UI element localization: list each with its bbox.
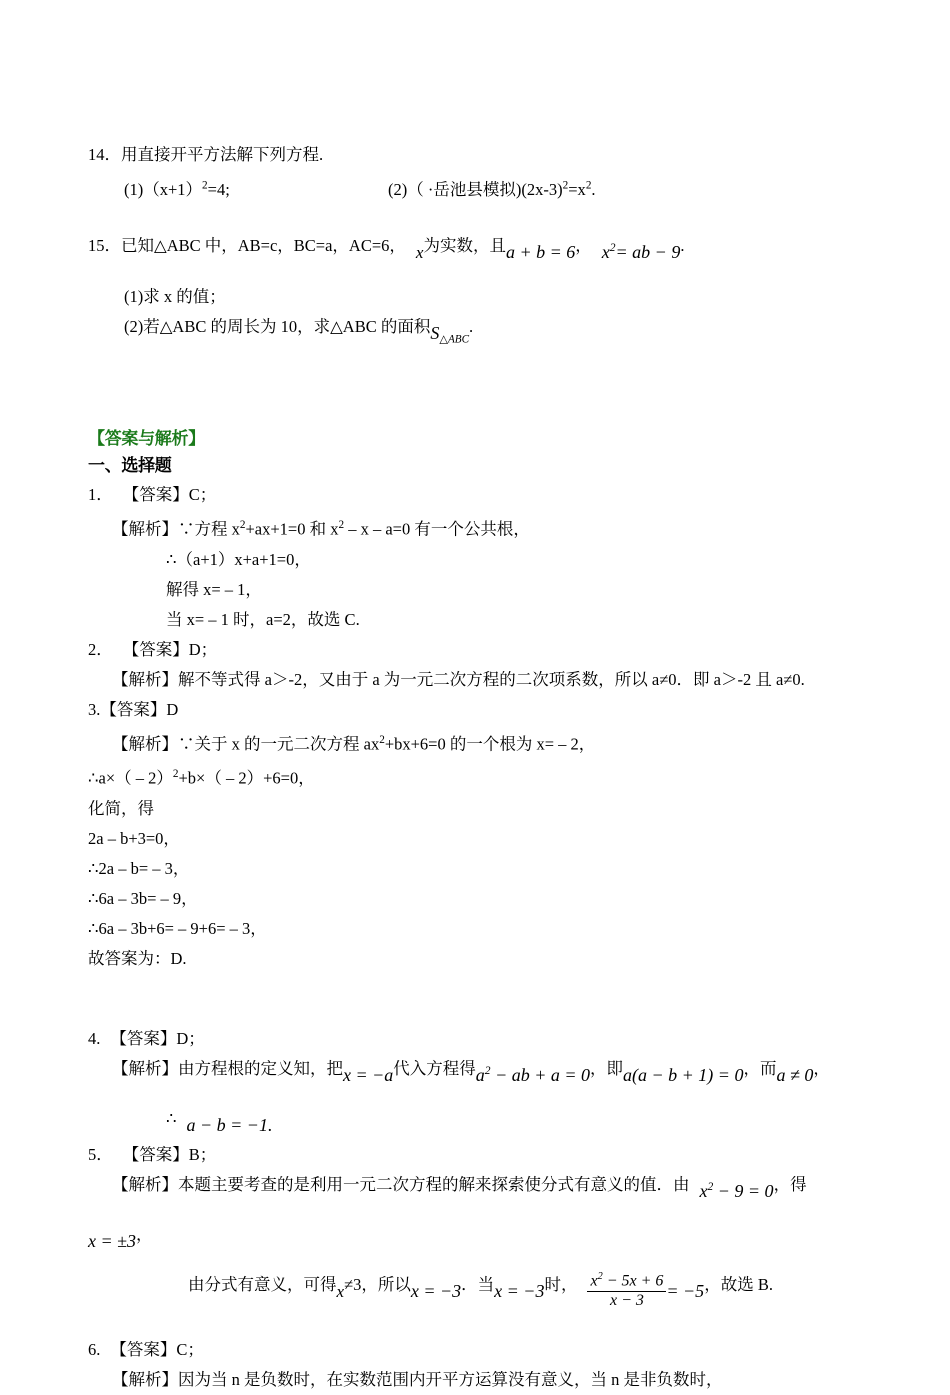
fraction-numerator-tail: − 5x + 6: [602, 1272, 664, 1290]
answer-1-line-4: 当 x= – 1 时，a=2，故选 C.: [166, 609, 360, 629]
answer-3-exponent-2: 2: [172, 768, 179, 781]
area-symbol-s: S: [430, 322, 440, 343]
question-15-area-symbol: [430, 318, 469, 355]
answer-3-line-6: ∴6a – 3b= – 9，: [88, 888, 198, 908]
answer-4-header: [88, 1024, 888, 1054]
spacer: [88, 1090, 888, 1104]
spacer: [88, 1206, 888, 1220]
answer-5-label: 【答案】: [122, 1144, 189, 1164]
question-14-sub-a: [124, 180, 230, 199]
spacer: [88, 1256, 888, 1270]
fraction-numerator-exponent: 2: [597, 1271, 603, 1283]
document-content: [88, 140, 888, 1395]
answer-4-math-1: x = −a: [343, 1064, 394, 1085]
answer-4-math-4: a ≠ 0: [776, 1064, 814, 1085]
answer-3-line-2b: +b×（ – 2）+6=0，: [178, 768, 315, 788]
answer-1-line-3: 解得 x= – 1，: [166, 579, 262, 599]
question-15-math-square-var: x: [601, 241, 610, 262]
answer-5-math-3: x: [336, 1281, 345, 1301]
answer-5-line-3: [188, 1270, 888, 1310]
question-14-subitems: [124, 170, 888, 205]
answer-6-analysis: [112, 1365, 888, 1395]
answer-1-line-1a: ∵方程 x: [178, 519, 240, 539]
question-15-area-period: .: [469, 316, 474, 336]
answer-5-math-1-exponent: 2: [707, 1180, 714, 1193]
question-15-comma: ，: [575, 235, 592, 255]
question-14-sub-b-end: .: [591, 179, 596, 199]
question-14-sub-a-exponent: 2: [202, 179, 208, 191]
question-14-sub-b: [388, 180, 596, 199]
answer-4-math-2: [476, 1056, 590, 1090]
answer-4-text-2: 代入方程得: [393, 1058, 476, 1078]
answer-1-line-1b: +ax+1=0 和 x: [245, 519, 339, 539]
answer-3-line-1a: ∵关于 x 的一元二次方程 ax: [178, 734, 380, 754]
area-subscript: △ABC: [439, 333, 470, 346]
answer-2-number: 2．: [88, 639, 113, 659]
fraction-numerator-var: x: [590, 1272, 598, 1290]
question-15-part-2-text: (2)若△ABC 的周长为 10，求△ABC 的面积: [124, 316, 431, 336]
answer-5-analysis: [112, 1170, 888, 1206]
answer-5-math-1: [700, 1172, 774, 1206]
question-14-sub-b-exponent: 2: [562, 179, 569, 191]
answer-1-analysis: [112, 510, 888, 545]
answer-5-number: 5．: [88, 1144, 113, 1164]
answer-5-text-3: ，: [136, 1224, 153, 1244]
answer-3-line-2a: ∴a×（ – 2）: [88, 768, 173, 788]
answer-3-exponent-1: 2: [379, 733, 385, 746]
question-15-math-square-exponent: 2: [609, 241, 616, 254]
answer-6-analysis-label: 【解析】: [112, 1370, 178, 1390]
answer-2-line-1: 解不等式得 a＞-2，又由于 a 为一元二次方程的二次项系数，所以 a≠0．即 a＞-2 且 a≠0.: [178, 669, 805, 689]
answer-2-analysis: [112, 665, 888, 695]
question-15-stem-text-1: 已知△ABC 中，AB=c，BC=a，AC=6，: [121, 235, 406, 255]
answer-3-line-5: ∴2a – b= – 3，: [88, 858, 190, 878]
answer-1-label: 【答案】: [122, 485, 189, 505]
answer-1-exponent-1: 2: [239, 519, 246, 532]
answer-1-analysis-label: 【解析】: [112, 519, 178, 539]
answer-5-text-2: ，得: [773, 1174, 807, 1194]
answer-3-value: D: [166, 699, 179, 719]
fraction-denominator: x − 3: [587, 1291, 666, 1310]
answer-4-conclusion: [166, 1104, 888, 1140]
answers-section-heading: 【答案与解析】: [88, 429, 205, 450]
question-14-stem: [88, 140, 888, 170]
answer-1-exponent-2: 2: [338, 519, 345, 532]
spacer: [88, 354, 888, 426]
question-14-sub-b-tail: =x: [568, 179, 586, 199]
question-14-stem-text: 用直接开平方法解下列方程.: [121, 145, 324, 164]
answer-4-therefore-symbol: ∴: [166, 1108, 177, 1128]
answer-2-analysis-label: 【解析】: [112, 669, 178, 689]
answer-6-number: 6.: [88, 1340, 101, 1360]
answer-5-fraction: [587, 1271, 666, 1309]
answer-3-line-8: 故答案为：D.: [88, 948, 187, 968]
answer-6-header: [88, 1335, 888, 1365]
answer-4-math-2-tail: − ab + a = 0: [490, 1064, 591, 1085]
answer-2-value: D；: [188, 639, 218, 659]
answer-3-line-3: 化简，得: [88, 798, 154, 818]
answer-4-math-2-var: a: [475, 1064, 485, 1085]
answer-5-header: [88, 1140, 888, 1170]
answer-1-line-1c: – x – a=0 有一个公共根，: [344, 519, 530, 539]
answer-1-header: [88, 480, 888, 510]
question-15-math-square-tail: = ab − 9: [615, 241, 681, 262]
question-15-part-1: (1)求 x 的值；: [124, 286, 226, 306]
answer-5-text-5: ≠3，所以: [344, 1274, 411, 1294]
question-15-number: 15．: [88, 235, 121, 255]
answer-5-math-2: x = ±3: [88, 1230, 137, 1251]
answer-3-analysis-label: 【解析】: [112, 734, 178, 754]
answer-5-math-5: x = −3: [494, 1280, 545, 1301]
answer-4-math-3: a(a − b + 1) = 0: [623, 1064, 744, 1085]
answer-5-text-7: 时，: [544, 1274, 578, 1294]
answer-3-line-7: ∴6a – 3b+6= – 9+6= – 3，: [88, 918, 267, 938]
question-14-sub-b-text: (2)（ ·岳池县模拟)(2x-3): [388, 179, 563, 199]
answer-6-label: 【答案】: [110, 1340, 177, 1360]
spacer: [88, 205, 888, 231]
question-15-stem: [88, 231, 888, 268]
answer-4-conclusion-math: a − b = −1.: [186, 1114, 273, 1135]
answer-5-text-4: 由分式有意义，可得: [188, 1274, 337, 1294]
question-14-sub-a-text: (1)（x+1）: [124, 179, 203, 199]
question-15-part-2: [124, 312, 888, 355]
answer-4-analysis: [112, 1054, 888, 1090]
answer-5-line-2: [88, 1220, 888, 1256]
answer-4-value: D；: [176, 1028, 205, 1048]
answer-1-line-2: ∴（a+1）x+a+1=0，: [166, 549, 311, 569]
question-14-sub-b-exponent-2: 2: [585, 179, 592, 191]
answer-1-number: 1．: [88, 485, 113, 505]
answer-4-text-3: ，即: [590, 1058, 624, 1078]
answer-5-text-8: ，故选 B.: [704, 1274, 773, 1294]
answer-5-analysis-label: 【解析】: [112, 1174, 178, 1194]
question-15-stem-text-2: 为实数，且: [423, 235, 506, 255]
answer-4-text-4: ，而: [743, 1058, 777, 1078]
answer-4-number: 4.: [88, 1028, 101, 1048]
answer-5-math-1-var: x: [699, 1180, 708, 1201]
multiple-choice-heading: 一、选择题: [88, 456, 172, 477]
answer-2-label: 【答案】: [122, 639, 189, 659]
answer-5-math-1-tail: − 9 = 0: [713, 1180, 774, 1201]
question-15-period: .: [680, 235, 685, 255]
answer-3-line-2: [88, 759, 888, 794]
answer-4-text-1: 由方程根的定义知，把: [178, 1058, 343, 1078]
question-15-math-square: [602, 233, 681, 267]
answer-5-math-4: x = −3: [410, 1280, 462, 1301]
question-15-math-x: x: [415, 242, 424, 262]
answer-5-text-6: ．当: [461, 1274, 495, 1294]
answer-4-math-2-exponent: 2: [484, 1064, 491, 1077]
answer-3-line-4: 2a – b+3=0，: [88, 828, 180, 848]
answer-3-label: 【答案】: [100, 699, 167, 719]
fraction-numerator: [587, 1271, 666, 1290]
answer-6-value: C；: [176, 1340, 204, 1360]
question-14-number: 14．: [88, 145, 121, 164]
answer-3-header: [88, 695, 888, 725]
answer-1-value: C；: [188, 485, 217, 505]
answer-3-analysis: [112, 725, 888, 760]
question-15-math-sum: a + b = 6: [505, 241, 576, 262]
answer-3-line-1b: +bx+6=0 的一个根为 x= – 2，: [384, 734, 596, 754]
answer-5-fraction-equals: = −5: [666, 1280, 705, 1301]
spacer: [88, 974, 888, 1024]
answer-4-label: 【答案】: [110, 1028, 177, 1048]
answer-3-number: 3.: [88, 699, 101, 719]
spacer: [88, 268, 888, 282]
spacer: [88, 1309, 888, 1335]
answer-6-line-1: 因为当 n 是负数时，在实数范围内开平方运算没有意义，当 n 是非负数时，: [178, 1370, 723, 1390]
answer-4-analysis-label: 【解析】: [112, 1058, 178, 1078]
question-14-sub-a-tail: =4;: [207, 179, 230, 199]
answer-5-text-1: 本题主要考查的是利用一元二次方程的解来探索使分式有意义的值．由: [178, 1174, 690, 1194]
answer-2-header: [88, 635, 888, 665]
answer-5-value: B；: [188, 1144, 217, 1164]
answer-4-text-5: ，: [813, 1058, 830, 1078]
